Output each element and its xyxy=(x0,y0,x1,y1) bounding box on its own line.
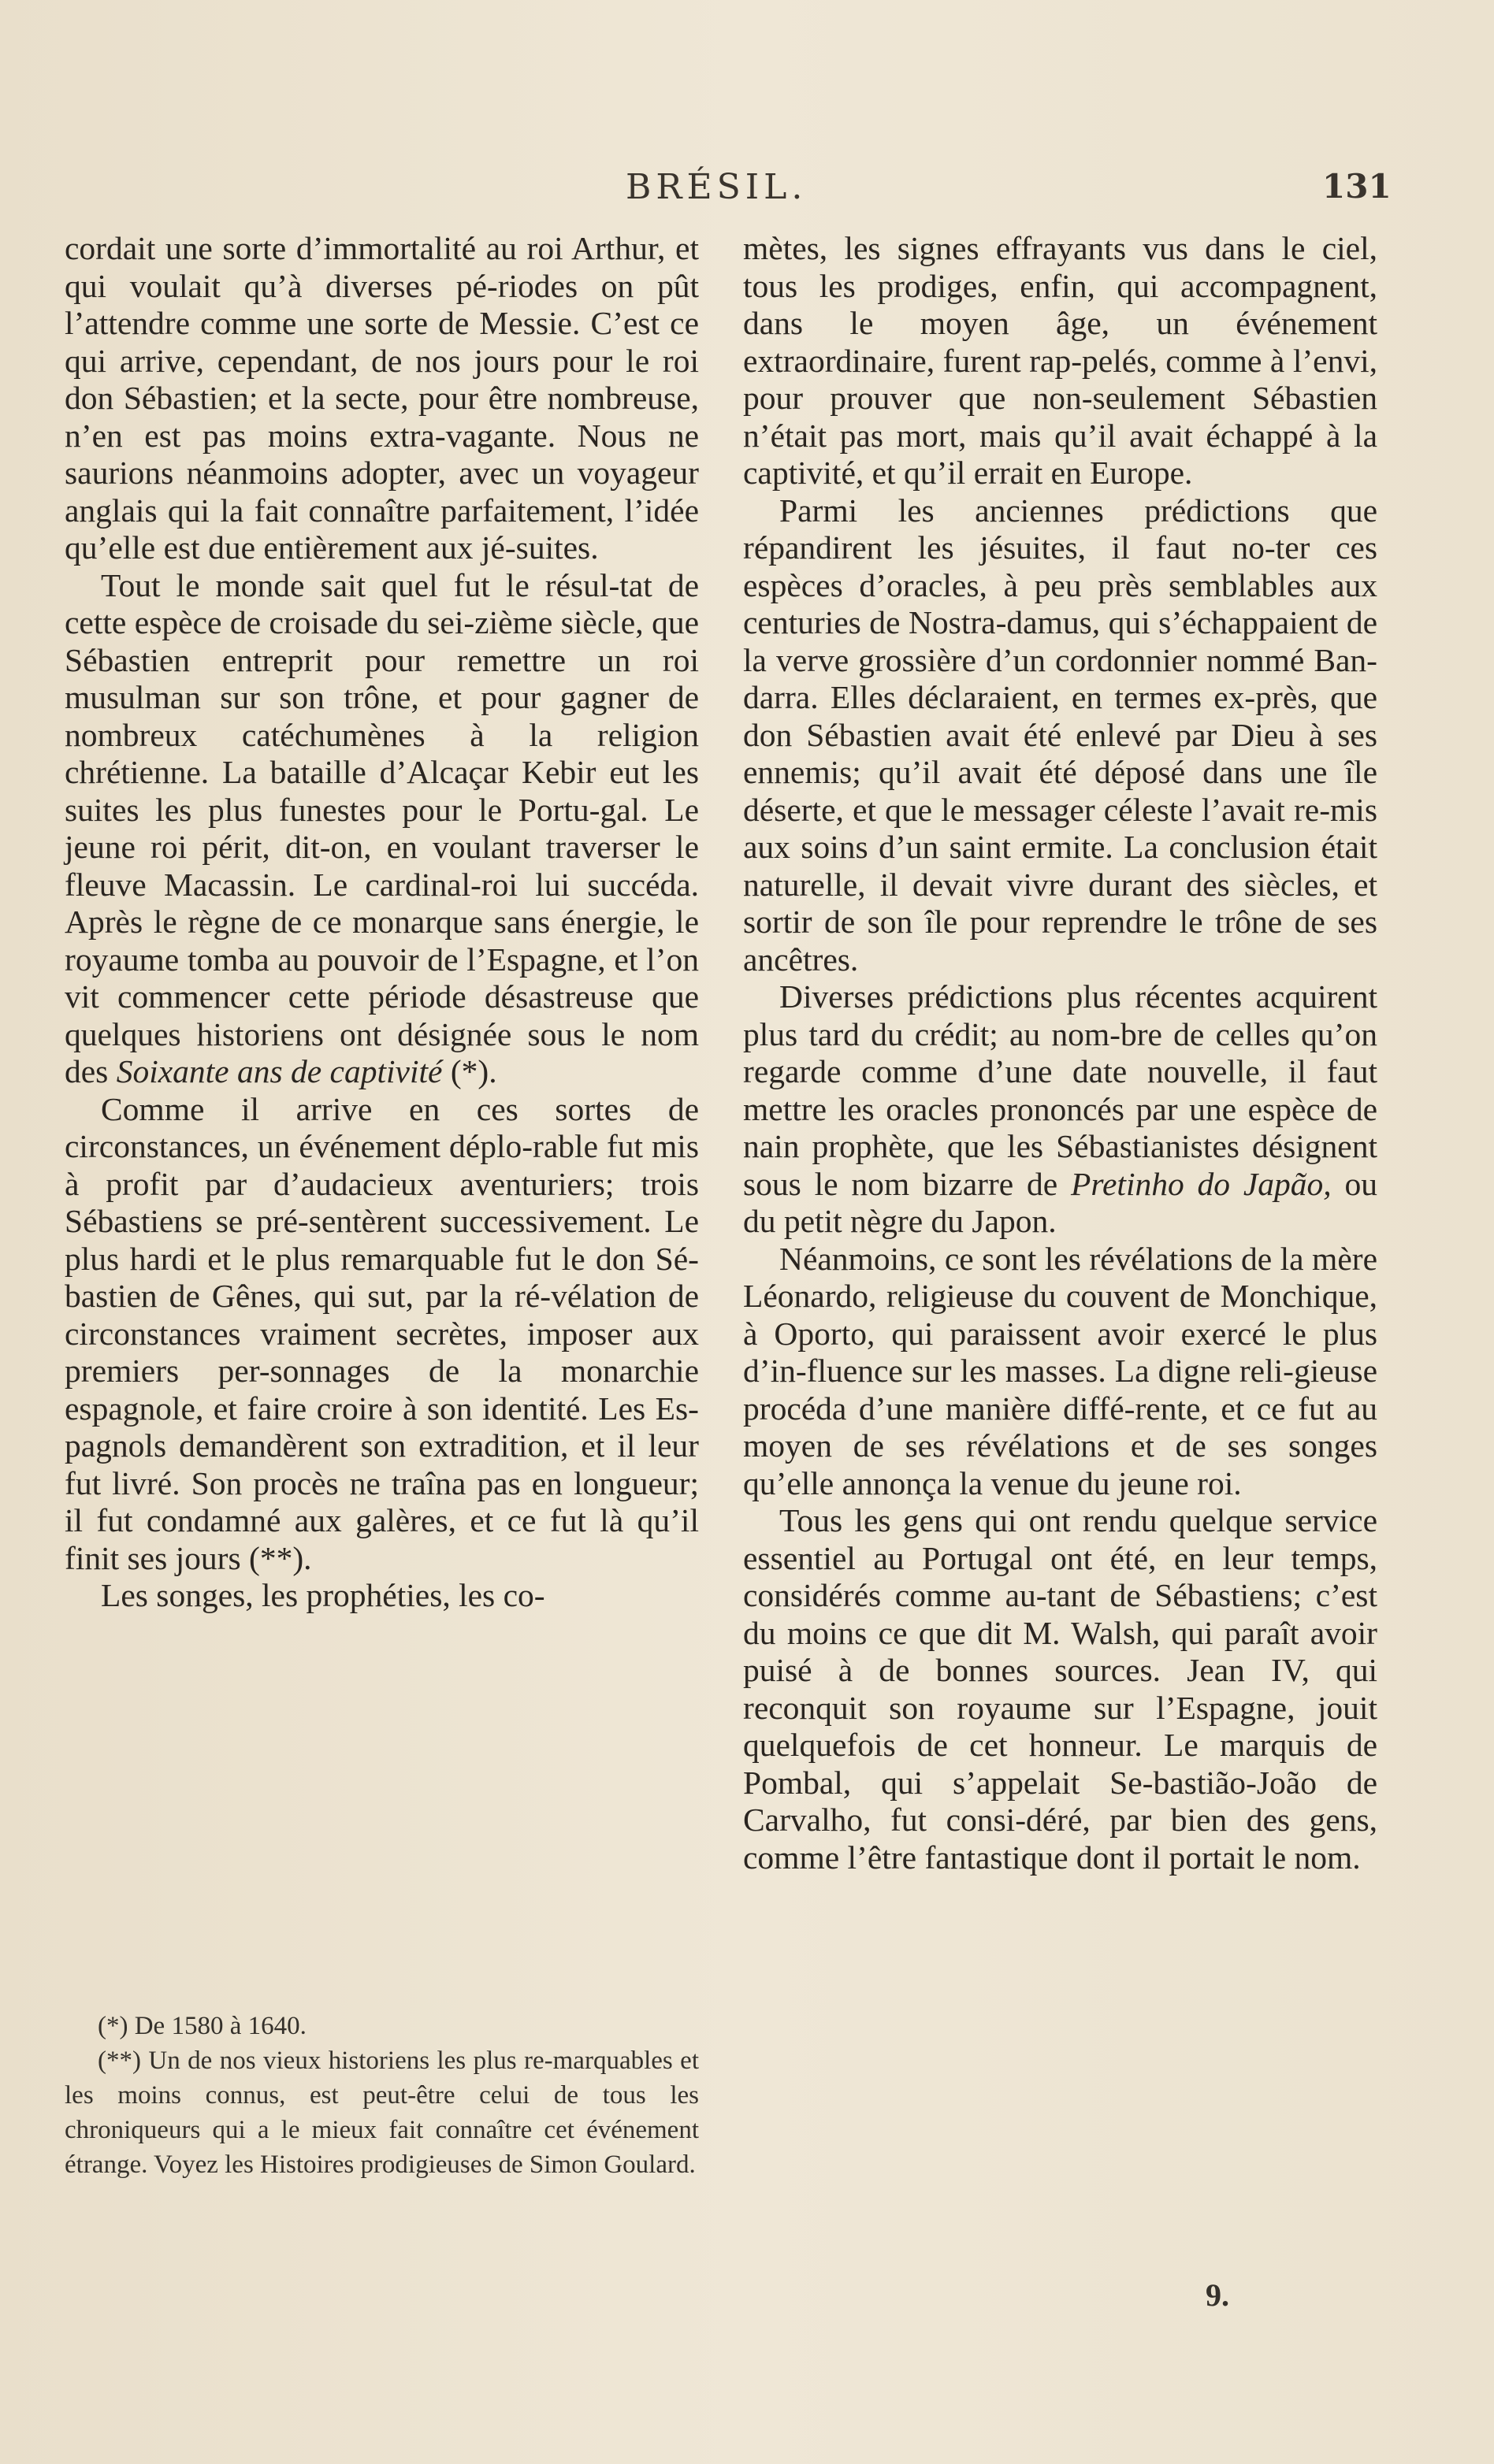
left-paragraph-4: Les songes, les prophéties, les co- xyxy=(101,1577,545,1613)
running-title: BRÉSIL. xyxy=(626,167,808,207)
right-paragraph-3-end: ou du petit nègre du Japon. xyxy=(743,1165,1377,1239)
right-paragraph-2: Parmi les anciennes prédictions que répandirent les jésuites, il faut no-ter ces espèces d’oracles, à peu près semblables aux centuries de Nostra-damus, qui s’échappaient de la verve grossière d’un cordonnier nommé Ban-darra. Elles déclaraient, en termes ex-près, que don Sébastien avait été enlevé par Dieu à ses ennemis; qu’il avait été déposé dans une île déserte, et que le messager céleste l’avait re-mis aux soins d’un saint ermite. La conclusion était naturelle, il devait vivre durant des siècles, et sortir de son île pour reprendre le trône de ses ancêtres. xyxy=(743,492,1377,978)
right-paragraph-3 xyxy=(743,978,1377,1241)
running-head xyxy=(0,167,1494,214)
italic-title-captivite: Soixante ans de captivité xyxy=(116,1053,443,1089)
page-number: 131 xyxy=(1322,167,1392,206)
footnote-2: (**) Un de nos vieux historiens les plus re-marquables et les moins connus, est peut-être celui de tous les chroniqueurs qui a le mieux fait connaître cet événement étrange. Voyez les Histoires prodigieuses de Simon Goulard. xyxy=(65,2047,699,2179)
left-paragraph-2-text: Tout le monde sait quel fut le résul-tat de cette espèce de croisade du sei-zième siècle, que Sébastien entreprit pour remettre un roi musulman sur son trône, et pour gagner de nombreux catéchumènes à la religion chrétienne. La bataille d’Alcaçar Kebir eut les suites les plus funestes pour le Portu-gal. Le jeune roi périt, dit-on, en voulant traverser le fleuve Macassin. Le cardinal-roi lui succéda. Après le règne de ce monarque sans énergie, le royaume tomba au pouvoir de l’Espagne, et l’on vit commencer cette période désastreuse que quelques historiens ont désignée sous le nom des xyxy=(65,566,699,1089)
signature-mark: 9. xyxy=(1206,2277,1229,2313)
footnotes xyxy=(65,2009,699,2182)
left-column xyxy=(65,230,699,1615)
right-paragraph-4: Néanmoins, ce sont les révélations de la mère Léonardo, religieuse du couvent de Monchique, à Oporto, qui paraissent avoir exercé le plus d’in-fluence sur les masses. La digne reli-gieuse procéda d’une manière diffé-rente, et ce fut au moyen de ses révélations et de ses songes qu’elle annonça la venue du jeune roi. xyxy=(743,1240,1377,1501)
left-paragraph-3: Comme il arrive en ces sortes de circonstances, un événement déplo-rable fut mis à profit par d’audacieux aventuriers; trois Sébastiens se pré-sentèrent successivement. Le plus hardi et le plus remarquable fut le don Sé-bastien de Gênes, qui sut, par la ré-vélation de circonstances vraiment secrètes, imposer aux premiers per-sonnages de la monarchie espagnole, et faire croire à son identité. Les Es-pagnols demandèrent son extradition, et il leur fut livré. Son procès ne traîna pas en longueur; il fut condamné aux galères, et ce fut là qu’il finit ses jours (**). xyxy=(65,1090,699,1576)
italic-pretinho: Pretinho do Japão, xyxy=(1071,1165,1332,1202)
right-column xyxy=(743,230,1377,1876)
left-paragraph-1: cordait une sorte d’immortalité au roi Arthur, et qui voulait qu’à diverses pé-riodes on pût l’attendre comme une sorte de Messie. C’est ce qui arrive, cependant, de nos jours pour le roi don Sébastien; et la secte, pour être nombreuse, n’en est pas moins extra-vagante. Nous ne saurions néanmoins adopter, avec un voyageur anglais qui la fait connaître parfaitement, l’idée qu’elle est due entièrement aux jé-suites. xyxy=(65,230,699,566)
right-paragraph-5: Tous les gens qui ont rendu quelque service essentiel au Portugal ont été, en leur temps, considérés comme au-tant de Sébastiens; c’est du moins ce que dit M. Walsh, qui paraît avoir puisé à de bonnes sources. Jean IV, qui reconquit son royaume sur l’Espagne, jouit quelquefois de cet honneur. Le marquis de Pombal, qui s’appelait Se-bastião-João de Carvalho, fut consi-déré, par bien des gens, comme l’être fantastique dont il portait le nom. xyxy=(743,1502,1377,1876)
right-paragraph-1: mètes, les signes effrayants vus dans le ciel, tous les prodiges, enfin, qui accompagnent, dans le moyen âge, un événement extraordinaire, furent rap-pelés, comme à l’envi, pour prouver que non-seulement Sébastien n’était pas mort, mais qu’il avait échappé à la captivité, et qu’il errait en Europe. xyxy=(743,230,1377,491)
right-paragraph-3-text: Diverses prédictions plus récentes acquirent plus tard du crédit; au nom-bre de celles qu’on regarde comme d’une date nouvelle, il faut mettre les oracles prononcés par une espèce de nain prophète, que les Sébastianistes désignent sous le nom bizarre de xyxy=(743,978,1377,1202)
footnote-1: (*) De 1580 à 1640. xyxy=(98,2012,307,2040)
footnote-ref-1: (*). xyxy=(442,1053,497,1089)
left-paragraph-2 xyxy=(65,567,699,1091)
